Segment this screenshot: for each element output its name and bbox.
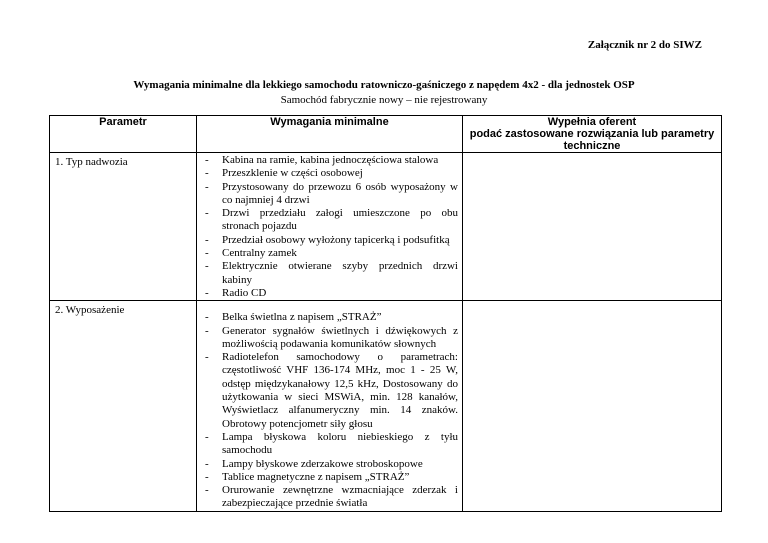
document-title: Wymagania minimalne dla lekkiego samochodu ratowniczo-gaśniczego z napędem 4x2 - dla jednostek OSP — [133, 79, 635, 91]
document-subtitle: Samochód fabrycznie nowy – nie rejestrowany — [280, 94, 488, 106]
list-item: - Generator sygnałów świetlnych i dźwiękowych z możliwością podawania komunikatów słownych — [205, 325, 458, 352]
list-item: - Orurowanie zewnętrzne wzmacniające zderzak i zabezpieczające przednie światła — [205, 484, 458, 511]
list-item: - Drzwi przedziału załogi umieszczone po obu stronach pojazdu — [205, 207, 458, 234]
table-row — [50, 301, 722, 511]
list-item: - Radiotelefon samochodowy o parametrach: częstotliwość VHF 136-174 MHz, moc 1 - 25 W, odstęp międzykanałowy 12,5 kHz, Dostosowany do użytkowania w sieci MSWiA, min. 128 kanałów, Wyświetlacz alfanumeryczny min. 14 znaków. Obrotowy potencjometr siły głosu — [205, 351, 458, 431]
param-label: 1. Typ nadwozia — [55, 156, 128, 168]
param-cell — [50, 301, 197, 511]
offer-cell[interactable] — [463, 301, 722, 511]
table-row — [50, 153, 722, 301]
requirements-table — [49, 115, 722, 512]
requirements-list — [197, 301, 462, 510]
header-parameter: Parametr — [50, 116, 197, 153]
requirements-cell — [197, 301, 463, 511]
param-cell — [50, 153, 197, 301]
annex-label: Załącznik nr 2 do SIWZ — [587, 39, 702, 51]
table-header-row — [50, 116, 722, 153]
list-item: - Tablice magnetyczne z napisem „STRAŻ” — [205, 471, 458, 484]
list-item: - Lampa błyskowa koloru niebieskiego z tyłu samochodu — [205, 431, 458, 458]
requirements-list — [197, 153, 462, 300]
header-offer: Wypełnia oferent podać zastosowane rozwiązania lub parametry techniczne — [463, 116, 722, 153]
list-item: - Elektrycznie otwierane szyby przednich drzwi kabiny — [205, 260, 458, 287]
list-item: - Przeszklenie w części osobowej — [205, 167, 458, 180]
list-item: - Radio CD — [205, 287, 458, 300]
param-label: 2. Wyposażenie — [55, 304, 125, 317]
list-item: - Belka świetlna z napisem „STRAŻ” — [205, 311, 458, 324]
offer-cell[interactable] — [463, 153, 722, 301]
list-item: - Centralny zamek — [205, 247, 458, 260]
list-item: - Przystosowany do przewozu 6 osób wyposażony w co najmniej 4 drzwi — [205, 181, 458, 208]
requirements-cell — [197, 153, 463, 301]
list-item: - Lampy błyskowe zderzakowe stroboskopowe — [205, 458, 458, 471]
header-requirements: Wymagania minimalne — [197, 116, 463, 153]
list-item: - Kabina na ramie, kabina jednoczęściowa stalowa — [205, 154, 458, 167]
list-item: - Przedział osobowy wyłożony tapicerką i podsufitką — [205, 234, 458, 247]
